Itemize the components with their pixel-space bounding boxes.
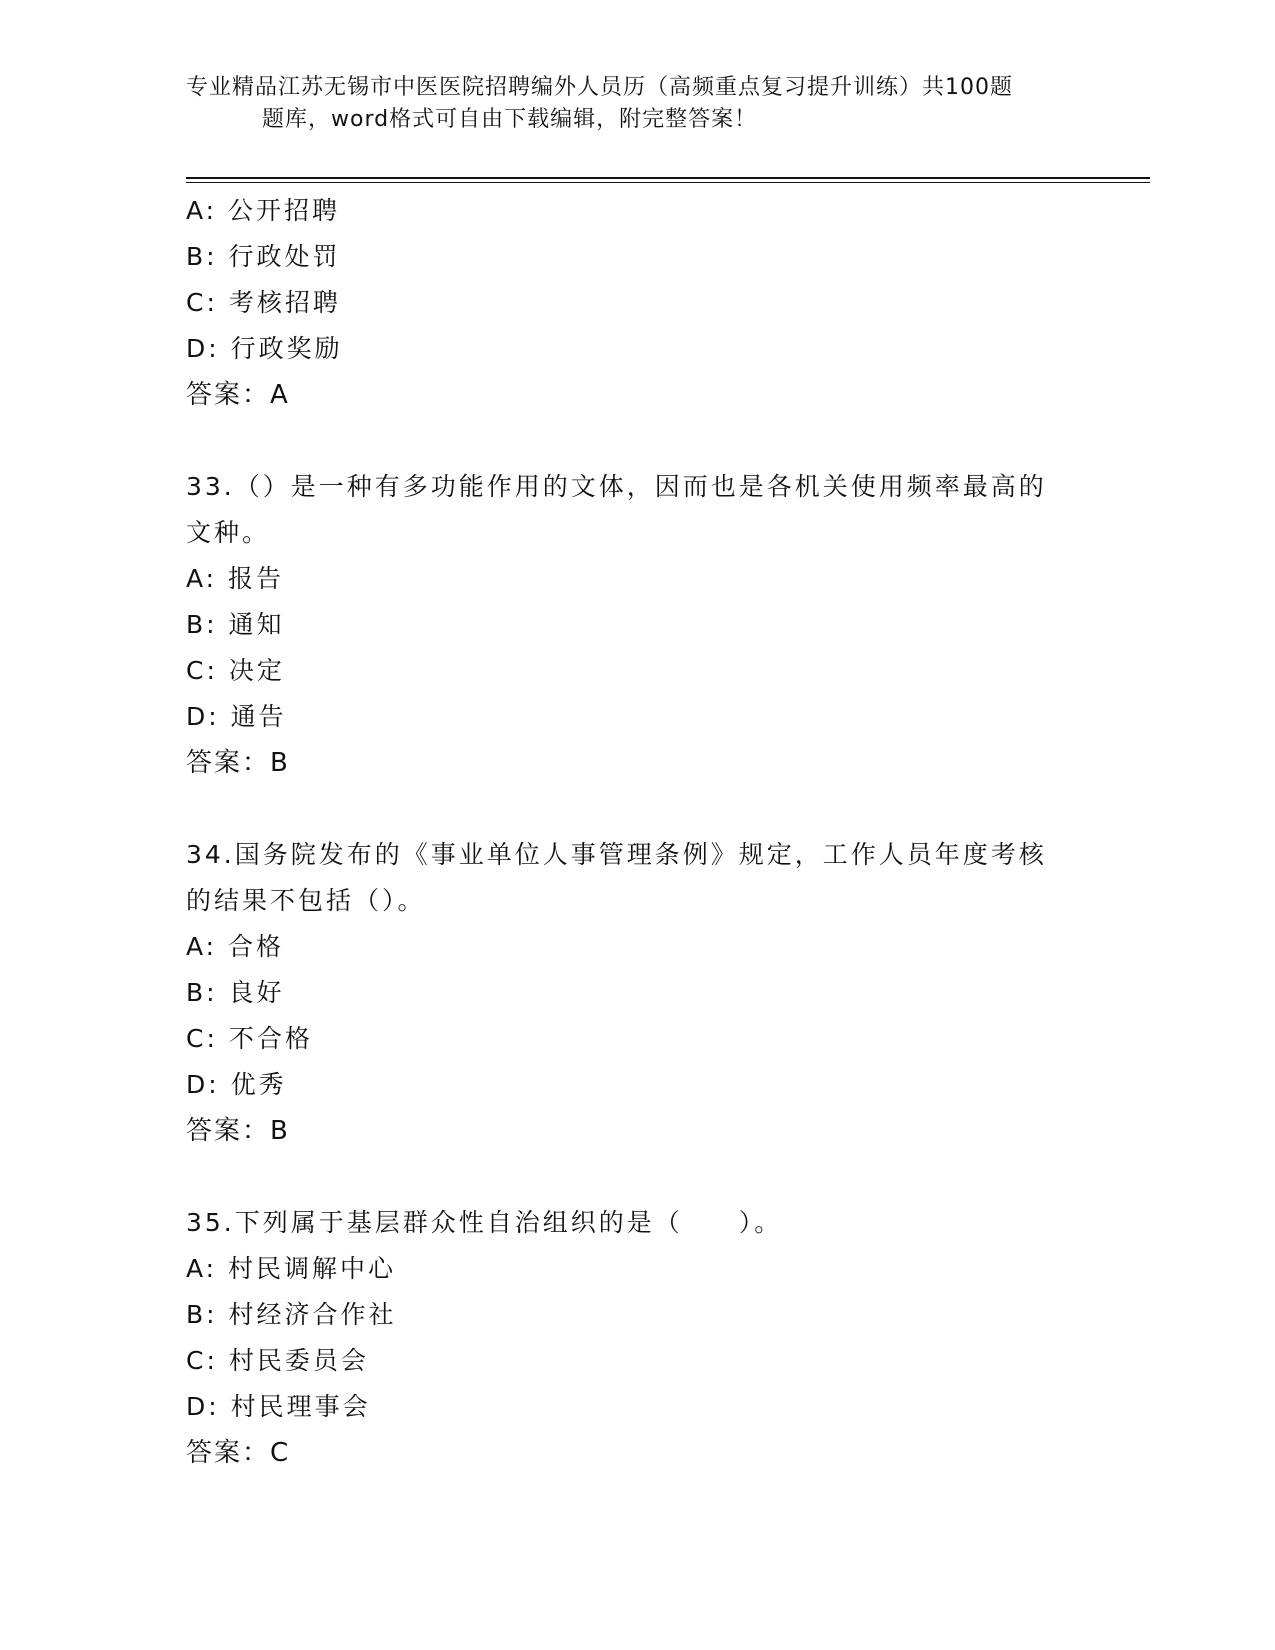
- question-33: [186, 464, 1086, 786]
- option-b: B: 村经济合作社: [186, 1300, 397, 1329]
- option-a: A: 合格: [186, 932, 285, 961]
- header-divider-thick: [186, 177, 1150, 179]
- option-a: A: 报告: [186, 564, 285, 593]
- option-b: B: 通知: [186, 610, 285, 639]
- answer-line: 答案：A: [186, 380, 290, 410]
- spacer: [186, 786, 1086, 832]
- question-text-line-1: 33.（）是一种有多功能作用的文体，因而也是各机关使用频率最高的: [186, 472, 1047, 501]
- header-line-1: 专业精品江苏无锡市中医医院招聘编外人员历（高频重点复习提升训练）共100题: [186, 75, 1013, 100]
- option-c: C: 不合格: [186, 1024, 313, 1053]
- question-35: [186, 1200, 1086, 1476]
- question-text-line-1: 35.下列属于基层群众性自治组织的是（ ）。: [186, 1208, 783, 1237]
- question-list: [186, 188, 1086, 1476]
- option-d: D: 优秀: [186, 1070, 287, 1099]
- option-b: B: 行政处罚: [186, 242, 341, 271]
- option-a: A: 公开招聘: [186, 196, 341, 225]
- answer-line: 答案：B: [186, 748, 290, 778]
- option-d: D: 通告: [186, 702, 287, 731]
- question-text-line-2: 的结果不包括（）。: [186, 886, 426, 915]
- header-divider-thin: [186, 182, 1150, 183]
- option-c: C: 考核招聘: [186, 288, 341, 317]
- option-c: C: 决定: [186, 656, 285, 685]
- spacer: [186, 1154, 1086, 1200]
- spacer: [186, 418, 1086, 464]
- option-b: B: 良好: [186, 978, 285, 1007]
- question-34: [186, 832, 1086, 1154]
- option-c: C: 村民委员会: [186, 1346, 369, 1375]
- header-line-2: 题库，word格式可自由下载编辑，附完整答案！: [262, 107, 758, 132]
- option-a: A: 村民调解中心: [186, 1254, 397, 1283]
- answer-line: 答案：B: [186, 1116, 290, 1146]
- answer-line: 答案：C: [186, 1438, 291, 1468]
- option-d: D: 行政奖励: [186, 334, 343, 363]
- option-d: D: 村民理事会: [186, 1392, 371, 1421]
- question-text-line-2: 文种。: [186, 518, 271, 547]
- document-header: [186, 72, 1086, 136]
- question-32: [186, 188, 1086, 418]
- question-text-line-1: 34.国务院发布的《事业单位人事管理条例》规定，工作人员年度考核: [186, 840, 1047, 869]
